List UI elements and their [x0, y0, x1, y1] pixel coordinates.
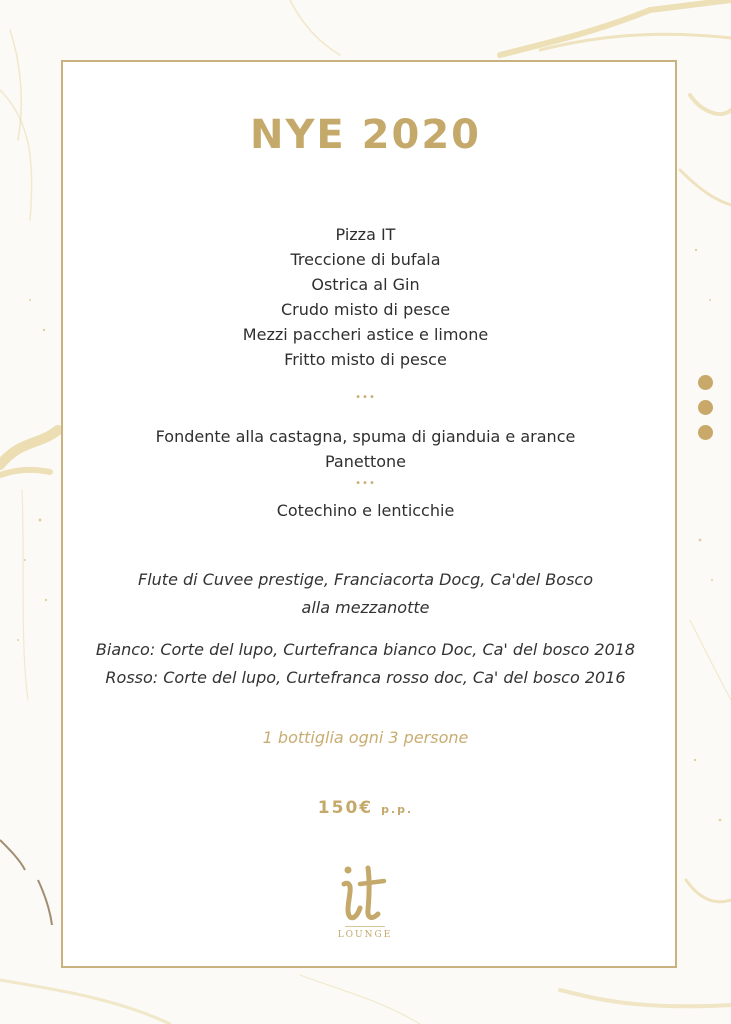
course-three [0, 498, 731, 523]
toast-line: Flute di Cuvee prestige, Franciacorta Docg, Ca'del Bosco [138, 570, 593, 589]
dish-item: Crudo misto di pesce [280, 300, 451, 319]
dish-item: Ostrica al Gin [311, 275, 420, 294]
bottle-note: 1 bottiglia ogni 3 persone [262, 728, 469, 747]
decor-dot-icon [698, 375, 713, 390]
decor-dot-icon [698, 400, 713, 415]
dish-item: Mezzi paccheri astice e limone [242, 325, 489, 344]
course-separator: ••• [355, 478, 376, 489]
it-lounge-logo [330, 862, 400, 944]
wine-white: Bianco: Corte del lupo, Curtefranca bianco Doc, Ca' del bosco 2018 [95, 640, 636, 659]
menu-title: NYE 2020 [249, 112, 482, 158]
dish-item: Cotechino e lenticchie [276, 501, 455, 520]
toast-line: alla mezzanotte [301, 598, 430, 617]
course-separator: ••• [355, 392, 376, 403]
wine-list [0, 636, 731, 692]
dish-item: Fritto misto di pesce [284, 350, 447, 369]
price-line [0, 798, 731, 818]
wine-red: Rosso: Corte del lupo, Curtefranca rosso doc, Ca' del bosco 2016 [105, 668, 626, 687]
decor-dots [698, 375, 714, 439]
toast-wine [0, 566, 731, 622]
dish-item: Pizza IT [335, 225, 396, 244]
logo-word: LOUNGE [337, 930, 393, 940]
dish-item: Treccione di bufala [290, 250, 441, 269]
course-one [0, 222, 731, 372]
course-two [0, 424, 731, 474]
price-unit: p.p. [381, 803, 414, 816]
it-logo-mark-icon [336, 862, 394, 924]
decor-dot-icon [698, 425, 713, 440]
price-amount: 150€ [317, 798, 374, 818]
dish-item: Panettone [324, 452, 407, 471]
dish-item: Fondente alla castagna, spuma di gianduia e arance [155, 427, 576, 446]
logo-rule [345, 926, 385, 927]
